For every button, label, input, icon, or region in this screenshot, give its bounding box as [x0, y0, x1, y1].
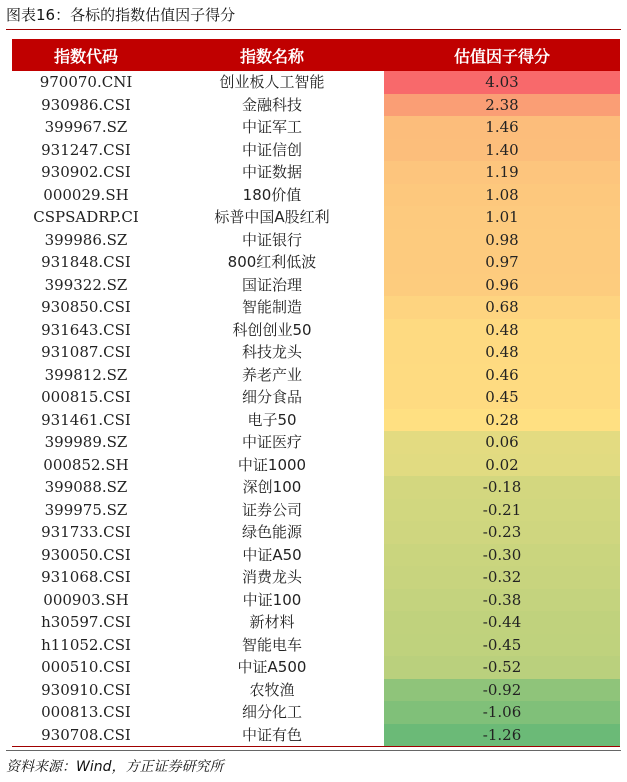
- valuation-score-cell: 1.46: [384, 116, 620, 139]
- valuation-score-cell: 0.28: [384, 409, 620, 432]
- valuation-score-cell: 0.02: [384, 454, 620, 477]
- valuation-score-cell: 0.96: [384, 274, 620, 297]
- valuation-score-cell: -1.26: [384, 724, 620, 747]
- valuation-score-cell: 0.98: [384, 229, 620, 252]
- index-code-cell: 399088.SZ: [44, 478, 128, 497]
- index-name-cell: 中证1000: [237, 455, 307, 474]
- table-row: [12, 544, 620, 567]
- table-row: [12, 499, 620, 522]
- valuation-score-cell: 0.46: [384, 364, 620, 387]
- table-row: [12, 229, 620, 252]
- index-code-cell: 000029.SH: [43, 185, 129, 204]
- index-code-cell: 931247.CSI: [41, 140, 131, 159]
- title-divider: [6, 29, 621, 30]
- header-index-name: 指数名称: [160, 39, 384, 71]
- index-name-cell: 180价值: [242, 185, 302, 204]
- table-row: [12, 701, 620, 724]
- valuation-score-cell: 2.38: [384, 94, 620, 117]
- table-row: [12, 274, 620, 297]
- valuation-score-cell: 1.08: [384, 184, 620, 207]
- source-note: 资料来源：Wind，方正证券研究所: [6, 759, 224, 775]
- index-code-cell: 930708.CSI: [12, 724, 160, 747]
- index-code-cell: 000852.SH: [43, 455, 129, 474]
- index-name-cell: 中证A500: [237, 658, 307, 677]
- index-score-table: [12, 39, 620, 747]
- index-name-cell: 养老产业: [241, 365, 302, 384]
- index-code-cell: 930850.CSI: [41, 298, 131, 317]
- table-row: [12, 476, 620, 499]
- index-code-cell: 399322.SZ: [44, 275, 128, 294]
- index-code-cell: 399989.SZ: [44, 433, 128, 452]
- index-name-cell: 800红利低波: [227, 253, 317, 272]
- valuation-score-cell: 0.97: [384, 251, 620, 274]
- table-row: [12, 116, 620, 139]
- index-name-cell: 中证有色: [160, 724, 384, 747]
- table-row: [12, 409, 620, 432]
- index-code-cell: 930910.CSI: [41, 680, 131, 699]
- table-row: [12, 566, 620, 589]
- valuation-score-cell: 4.03: [384, 71, 620, 94]
- table-row: [12, 454, 620, 477]
- table-header-row: [12, 39, 620, 71]
- index-name-cell: 中证数据: [241, 163, 302, 182]
- index-code-cell: 930986.CSI: [41, 95, 131, 114]
- index-code-cell: 399975.SZ: [44, 500, 128, 519]
- index-name-cell: 消费龙头: [241, 568, 302, 587]
- table-row: [12, 206, 620, 229]
- valuation-score-cell: 0.48: [384, 319, 620, 342]
- index-code-cell: 931087.CSI: [41, 343, 131, 362]
- table-row: [12, 251, 620, 274]
- index-code-cell: CSPSADRP.CI: [33, 208, 139, 227]
- valuation-score-cell: -1.06: [384, 701, 620, 724]
- index-name-cell: 标普中国A股红利: [214, 208, 330, 227]
- table-row: [12, 341, 620, 364]
- table-row: [12, 589, 620, 612]
- index-code-cell: 931068.CSI: [41, 568, 131, 587]
- valuation-score-cell: -0.30: [384, 544, 620, 567]
- index-name-cell: 中证100: [242, 590, 302, 609]
- index-code-cell: 000510.CSI: [41, 658, 131, 677]
- index-name-cell: 细分食品: [241, 388, 302, 407]
- valuation-score-cell: 0.48: [384, 341, 620, 364]
- index-code-cell: 399986.SZ: [44, 230, 128, 249]
- index-name-cell: 国证治理: [241, 275, 302, 294]
- index-code-cell: 970070.CNI: [39, 73, 133, 92]
- index-code-cell: 931848.CSI: [41, 253, 131, 272]
- table-row: [12, 386, 620, 409]
- table-row: [12, 656, 620, 679]
- table-row: [12, 634, 620, 657]
- index-name-cell: 智能制造: [241, 298, 302, 317]
- index-code-cell: 931643.CSI: [41, 320, 131, 339]
- table-row: [12, 679, 620, 702]
- figure-title: 图表16：各标的指数估值因子得分: [6, 6, 236, 24]
- index-name-cell: 电子50: [247, 410, 297, 429]
- table-row: [12, 319, 620, 342]
- index-code-cell: 930050.CSI: [41, 545, 131, 564]
- index-name-cell: 科创创业50: [232, 320, 312, 339]
- valuation-score-cell: 0.45: [384, 386, 620, 409]
- valuation-score-cell: -0.18: [384, 476, 620, 499]
- index-name-cell: 创业板人工智能: [219, 73, 325, 92]
- valuation-score-cell: -0.21: [384, 499, 620, 522]
- index-code-cell: h30597.CSI: [41, 613, 131, 632]
- table-row: [12, 521, 620, 544]
- index-name-cell: 农牧渔: [249, 680, 295, 699]
- index-name-cell: 中证军工: [241, 118, 302, 137]
- header-valuation-score: 估值因子得分: [384, 39, 620, 71]
- table-row: [12, 94, 620, 117]
- valuation-score-cell: -0.32: [384, 566, 620, 589]
- index-name-cell: 科技龙头: [241, 343, 302, 362]
- table-row: [12, 611, 620, 634]
- index-name-cell: 新材料: [249, 613, 295, 632]
- valuation-score-cell: 1.40: [384, 139, 620, 162]
- index-name-cell: 深创100: [242, 478, 302, 497]
- index-name-cell: 中证医疗: [241, 433, 302, 452]
- table-row: [12, 139, 620, 162]
- index-code-cell: 000815.CSI: [41, 388, 131, 407]
- index-name-cell: 证券公司: [241, 500, 302, 519]
- index-code-cell: h11052.CSI: [41, 635, 131, 654]
- table-row: [12, 724, 620, 747]
- table-row: [12, 364, 620, 387]
- table-row: [12, 431, 620, 454]
- index-name-cell: 中证A50: [242, 545, 302, 564]
- index-code-cell: 000903.SH: [43, 590, 129, 609]
- valuation-score-cell: 0.06: [384, 431, 620, 454]
- index-name-cell: 细分化工: [241, 703, 302, 722]
- table-row: [12, 71, 620, 94]
- valuation-score-cell: -0.44: [384, 611, 620, 634]
- table-row: [12, 296, 620, 319]
- table-row: [12, 184, 620, 207]
- valuation-score-cell: -0.45: [384, 634, 620, 657]
- index-code-cell: 931733.CSI: [41, 523, 131, 542]
- valuation-score-cell: -0.23: [384, 521, 620, 544]
- valuation-score-cell: 0.68: [384, 296, 620, 319]
- index-name-cell: 智能电车: [241, 635, 302, 654]
- table-body: [12, 71, 620, 747]
- header-index-code: 指数代码: [12, 39, 160, 71]
- valuation-score-cell: -0.92: [384, 679, 620, 702]
- valuation-score-cell: 1.01: [384, 206, 620, 229]
- valuation-score-cell: -0.38: [384, 589, 620, 612]
- valuation-score-cell: -0.52: [384, 656, 620, 679]
- table-row: [12, 161, 620, 184]
- index-code-cell: 399812.SZ: [44, 365, 128, 384]
- index-code-cell: 930902.CSI: [41, 163, 131, 182]
- index-name-cell: 中证银行: [241, 230, 302, 249]
- index-name-cell: 金融科技: [241, 95, 302, 114]
- index-code-cell: 399967.SZ: [44, 118, 128, 137]
- footer-divider: [6, 750, 621, 751]
- index-name-cell: 中证信创: [241, 140, 302, 159]
- index-code-cell: 931461.CSI: [41, 410, 131, 429]
- index-code-cell: 000813.CSI: [41, 703, 131, 722]
- index-name-cell: 绿色能源: [241, 523, 302, 542]
- valuation-score-cell: 1.19: [384, 161, 620, 184]
